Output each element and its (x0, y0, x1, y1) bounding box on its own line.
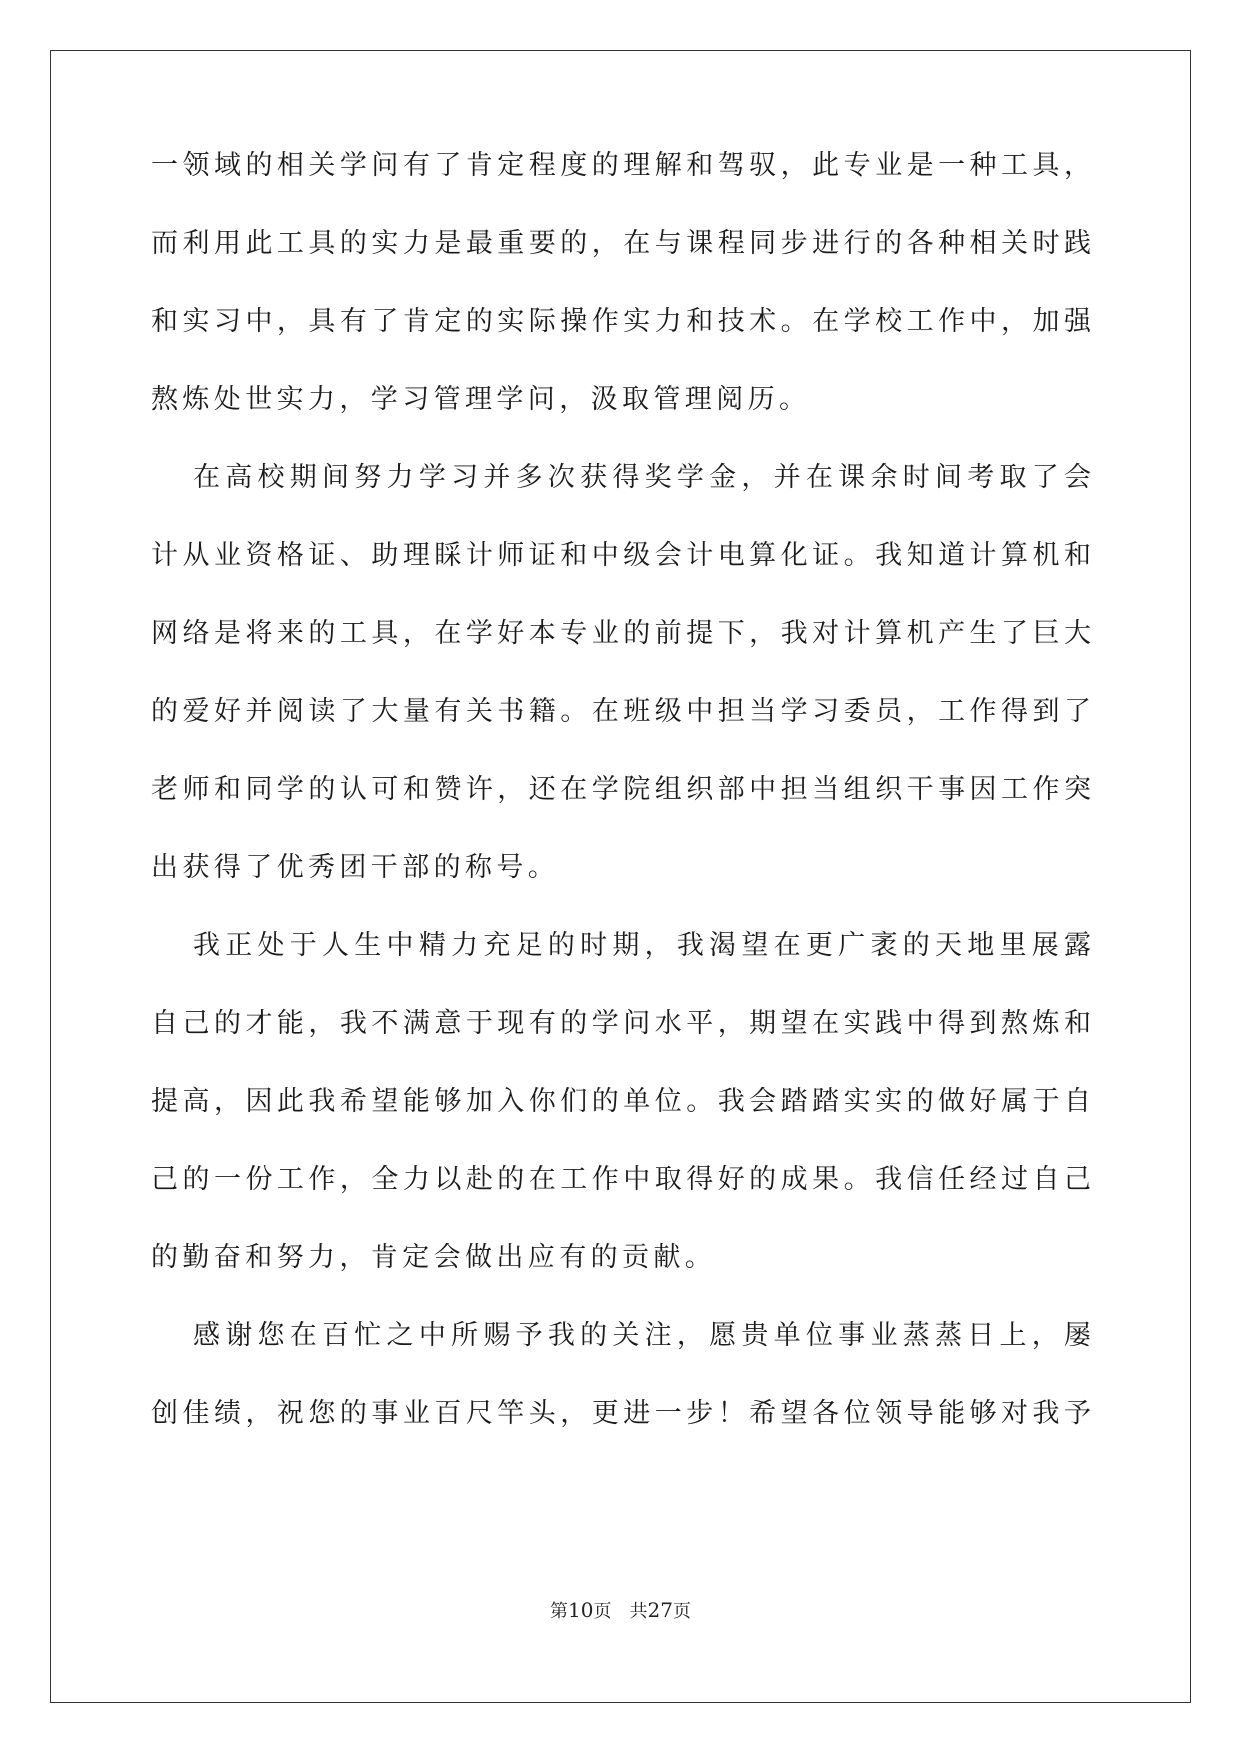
text-line: 的爱好并阅读了大量有关书籍。在班级中担当学习委员，工作得到了 (151, 696, 1091, 727)
page-number: 10 (568, 1598, 594, 1622)
text-line: 的勤奋和努力，肯定会做出应有的贡献。 (151, 1242, 717, 1273)
text-line: 熬炼处世实力，学习管理学问，汲取管理阅历。 (151, 384, 811, 415)
text-line: 一领域的相关学问有了肯定程度的理解和驾驭，此专业是一种工具， (151, 150, 1091, 181)
page-footer (0, 1598, 1241, 1622)
text-line: 自己的才能，我不满意于现有的学问水平，期望在实践中得到熬炼和 (151, 1008, 1091, 1039)
page-suffix: 页 (593, 1601, 612, 1622)
page-prefix: 第 (550, 1601, 569, 1622)
text-line: 和实习中，具有了肯定的实际操作实力和技术。在学校工作中，加强 (151, 306, 1091, 337)
text-line: 创佳绩，祝您的事业百尺竿头，更进一步！希望各位领导能够对我予 (151, 1398, 1091, 1429)
text-line: 出获得了优秀团干部的称号。 (151, 852, 560, 883)
paragraph-first-line: 感谢您在百忙之中所赐予我的关注，愿贵单位事业蒸蒸日上，屡 (193, 1320, 1091, 1351)
total-prefix: 共 (629, 1601, 648, 1622)
text-line: 提高，因此我希望能够加入你们的单位。我会踏踏实实的做好属于自 (151, 1086, 1091, 1117)
text-line: 己的一份工作，全力以赴的在工作中取得好的成果。我信任经过自己 (151, 1164, 1091, 1195)
text-line: 而利用此工具的实力是最重要的，在与课程同步进行的各种相关时践 (151, 228, 1091, 259)
text-line: 网络是将来的工具，在学好本专业的前提下，我对计算机产生了巨大 (151, 618, 1091, 649)
text-line: 老师和同学的认可和赞许，还在学院组织部中担当组织干事因工作突 (151, 774, 1091, 805)
total-suffix: 页 (672, 1601, 691, 1622)
paragraph-first-line: 在高校期间努力学习并多次获得奖学金，并在课余时间考取了会 (193, 462, 1091, 493)
text-line: 计从业资格证、助理睬计师证和中级会计电算化证。我知道计算机和 (151, 540, 1091, 571)
total-pages: 27 (647, 1598, 673, 1622)
paragraph-first-line: 我正处于人生中精力充足的时期，我渴望在更广袤的天地里展露 (193, 930, 1091, 961)
